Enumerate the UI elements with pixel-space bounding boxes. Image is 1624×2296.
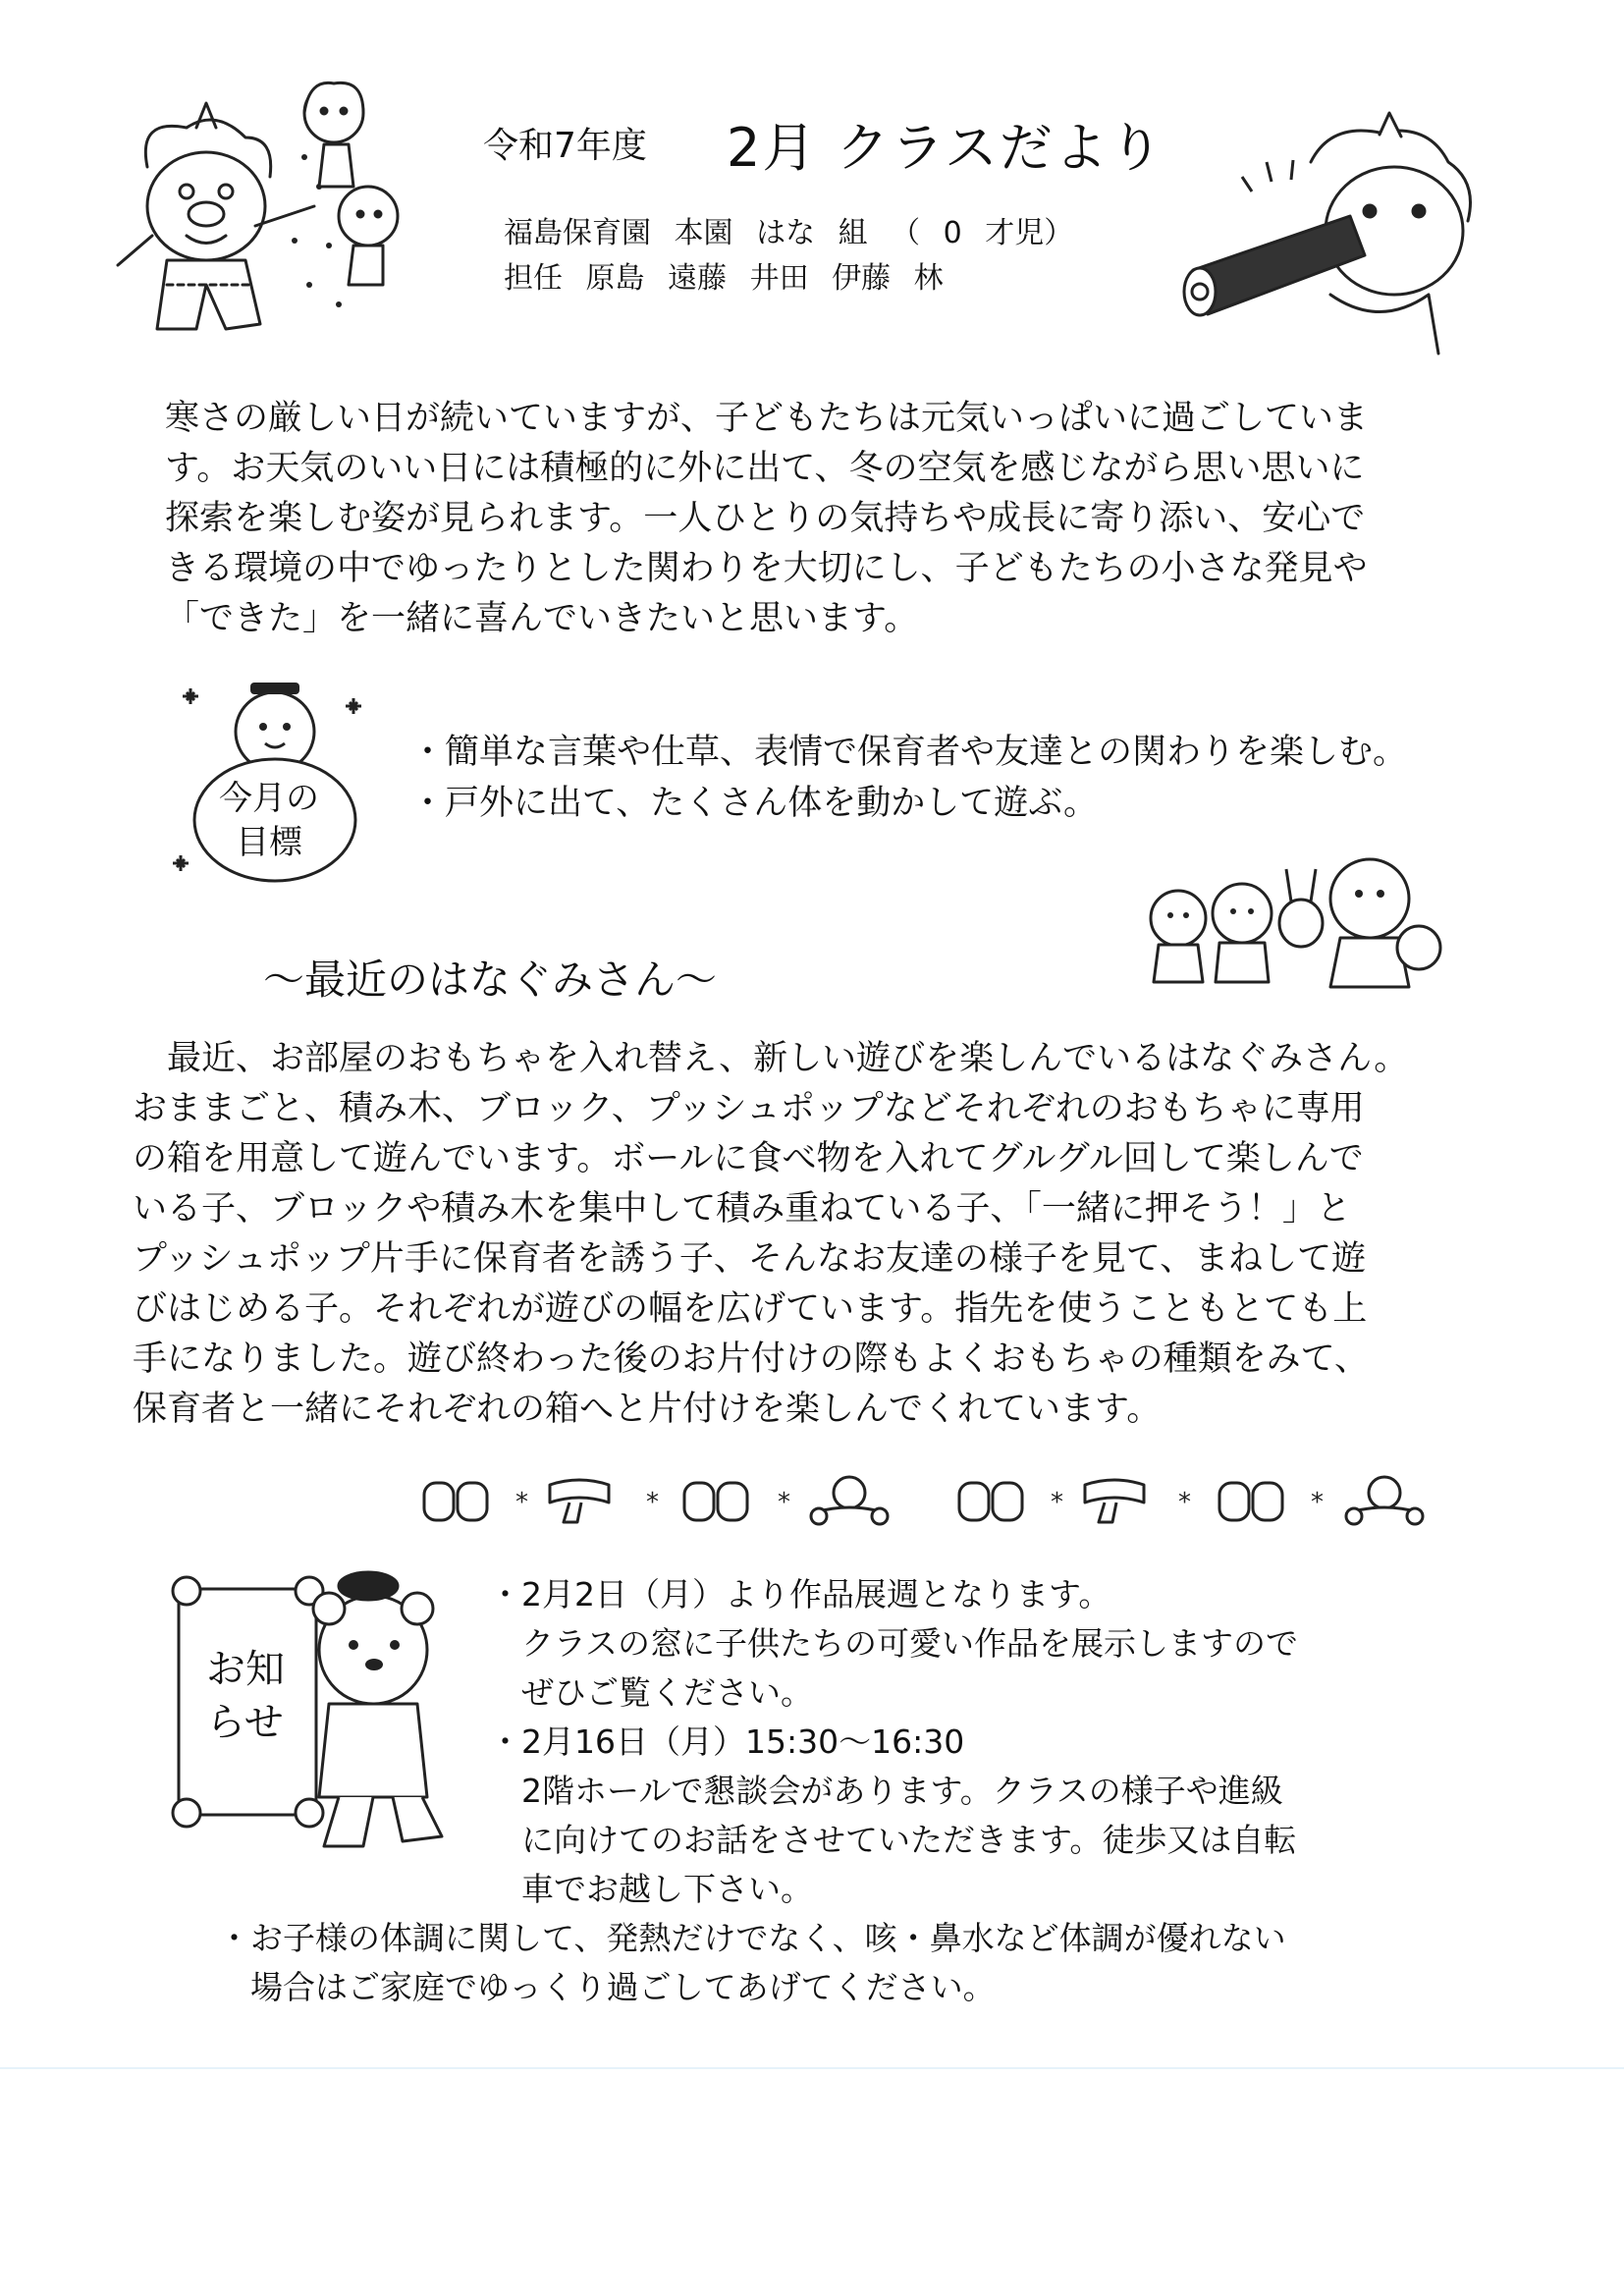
goals-badge-line2: 目標 bbox=[236, 823, 302, 862]
recent-line: プッシュポップ片手に保育者を誘う子、そんなお友達の様子を見て、まねして遊 bbox=[133, 1239, 1367, 1279]
header-org: 福島保育園 本園 はな 組 （ 0 才児） bbox=[504, 216, 1074, 250]
svg-text:*: * bbox=[1311, 1488, 1324, 1517]
notice-badge-line1: お知 bbox=[206, 1647, 285, 1692]
notice-extra-line: ・お子様の体調に関して、発熱だけでなく、咳・鼻水など体調が優れない bbox=[218, 1919, 1286, 1957]
notice-line: クラスの窓に子供たちの可愛い作品を展示しますので bbox=[489, 1624, 1299, 1663]
notice-line: ・2月2日（月）より作品展週となります。 bbox=[489, 1575, 1111, 1613]
header-staff: 担任 原島 遠藤 井田 伊藤 林 bbox=[504, 261, 944, 296]
svg-text:*: * bbox=[1178, 1488, 1191, 1517]
svg-text:*: * bbox=[1051, 1488, 1063, 1517]
notice-line: に向けてのお話をさせていただきます。徒歩又は自転 bbox=[489, 1821, 1297, 1859]
notice-line: 2階ホールで懇談会があります。クラスの様子や進級 bbox=[489, 1772, 1283, 1810]
notice-badge-line2: らせ bbox=[206, 1700, 284, 1745]
notice-line: ・2月16日（月）15:30～16:30 bbox=[489, 1722, 965, 1761]
intro-line: す。お天気のいい日には積極的に外に出て、冬の空気を感じながら思い思いに bbox=[165, 449, 1365, 488]
svg-text:*: * bbox=[778, 1488, 790, 1517]
notice-line: 車でお越し下さい。 bbox=[489, 1870, 813, 1908]
recent-line: 保育者と一緒にそれぞれの箱へと片付けを楽しんでくれています。 bbox=[133, 1390, 1162, 1429]
notice-badge bbox=[167, 1561, 501, 1856]
children-running-illustration bbox=[280, 74, 437, 300]
children-with-puppets-illustration bbox=[1139, 845, 1453, 992]
divider bbox=[0, 2067, 1624, 2069]
recent-line: 手になりました。遊び終わった後のお片付けの際もよくおもちゃの種類をみて、 bbox=[133, 1339, 1369, 1379]
recent-line: びはじめる子。それぞれが遊びの幅を広げています。指先を使うこともとても上 bbox=[133, 1289, 1368, 1329]
page-title: 2月 クラスだより bbox=[727, 117, 1164, 179]
oni-eating-ehomaki-illustration bbox=[1183, 123, 1497, 358]
recent-line: いる子、ブロックや積み木を集中して積み重ねている子、「一緒に押そう！」と bbox=[133, 1189, 1351, 1229]
recent-line: の箱を用意して遊んでいます。ボールに食べ物を入れてグルグル回して楽しんで bbox=[133, 1139, 1364, 1178]
header-year: 令和7年度 bbox=[483, 126, 647, 166]
notice-extra-line: 場合はご家庭でゆっくり過ごしてあげてください。 bbox=[218, 1968, 996, 2006]
recent-heading: ～最近のはなぐみさん～ bbox=[263, 956, 718, 1004]
svg-text:*: * bbox=[515, 1488, 528, 1517]
mittens-scarf-border bbox=[422, 1463, 1434, 1532]
intro-line: 寒さの厳しい日が続いていますが、子どもたちは元気いっぱいに過ごしていま bbox=[165, 399, 1369, 438]
goals-badge bbox=[167, 673, 383, 884]
recent-line: 最近、お部屋のおもちゃを入れ替え、新しい遊びを楽しんでいるはなぐみさん。 bbox=[133, 1039, 1409, 1078]
goal-item: ・簡単な言葉や仕草、表情で保育者や友達との関わりを楽しむ。 bbox=[410, 733, 1408, 772]
intro-line: 探索を楽しむ姿が見られます。一人ひとりの気持ちや成長に寄り添い、安心で bbox=[165, 499, 1366, 538]
goals-badge-line1: 今月の bbox=[219, 779, 319, 818]
svg-text:*: * bbox=[646, 1488, 659, 1517]
intro-line: きる環境の中でゆったりとした関わりを大切にし、子どもたちの小さな発見や bbox=[165, 549, 1368, 588]
goal-item: ・戸外に出て、たくさん体を動かして遊ぶ。 bbox=[410, 784, 1099, 823]
notice-line: ぜひご覧ください。 bbox=[489, 1673, 813, 1712]
recent-line: おままごと、積み木、ブロック、プッシュポップなどそれぞれのおもちゃに専用 bbox=[133, 1089, 1365, 1128]
intro-line: 「できた」を一緒に喜んでいきたいと思います。 bbox=[165, 599, 919, 638]
